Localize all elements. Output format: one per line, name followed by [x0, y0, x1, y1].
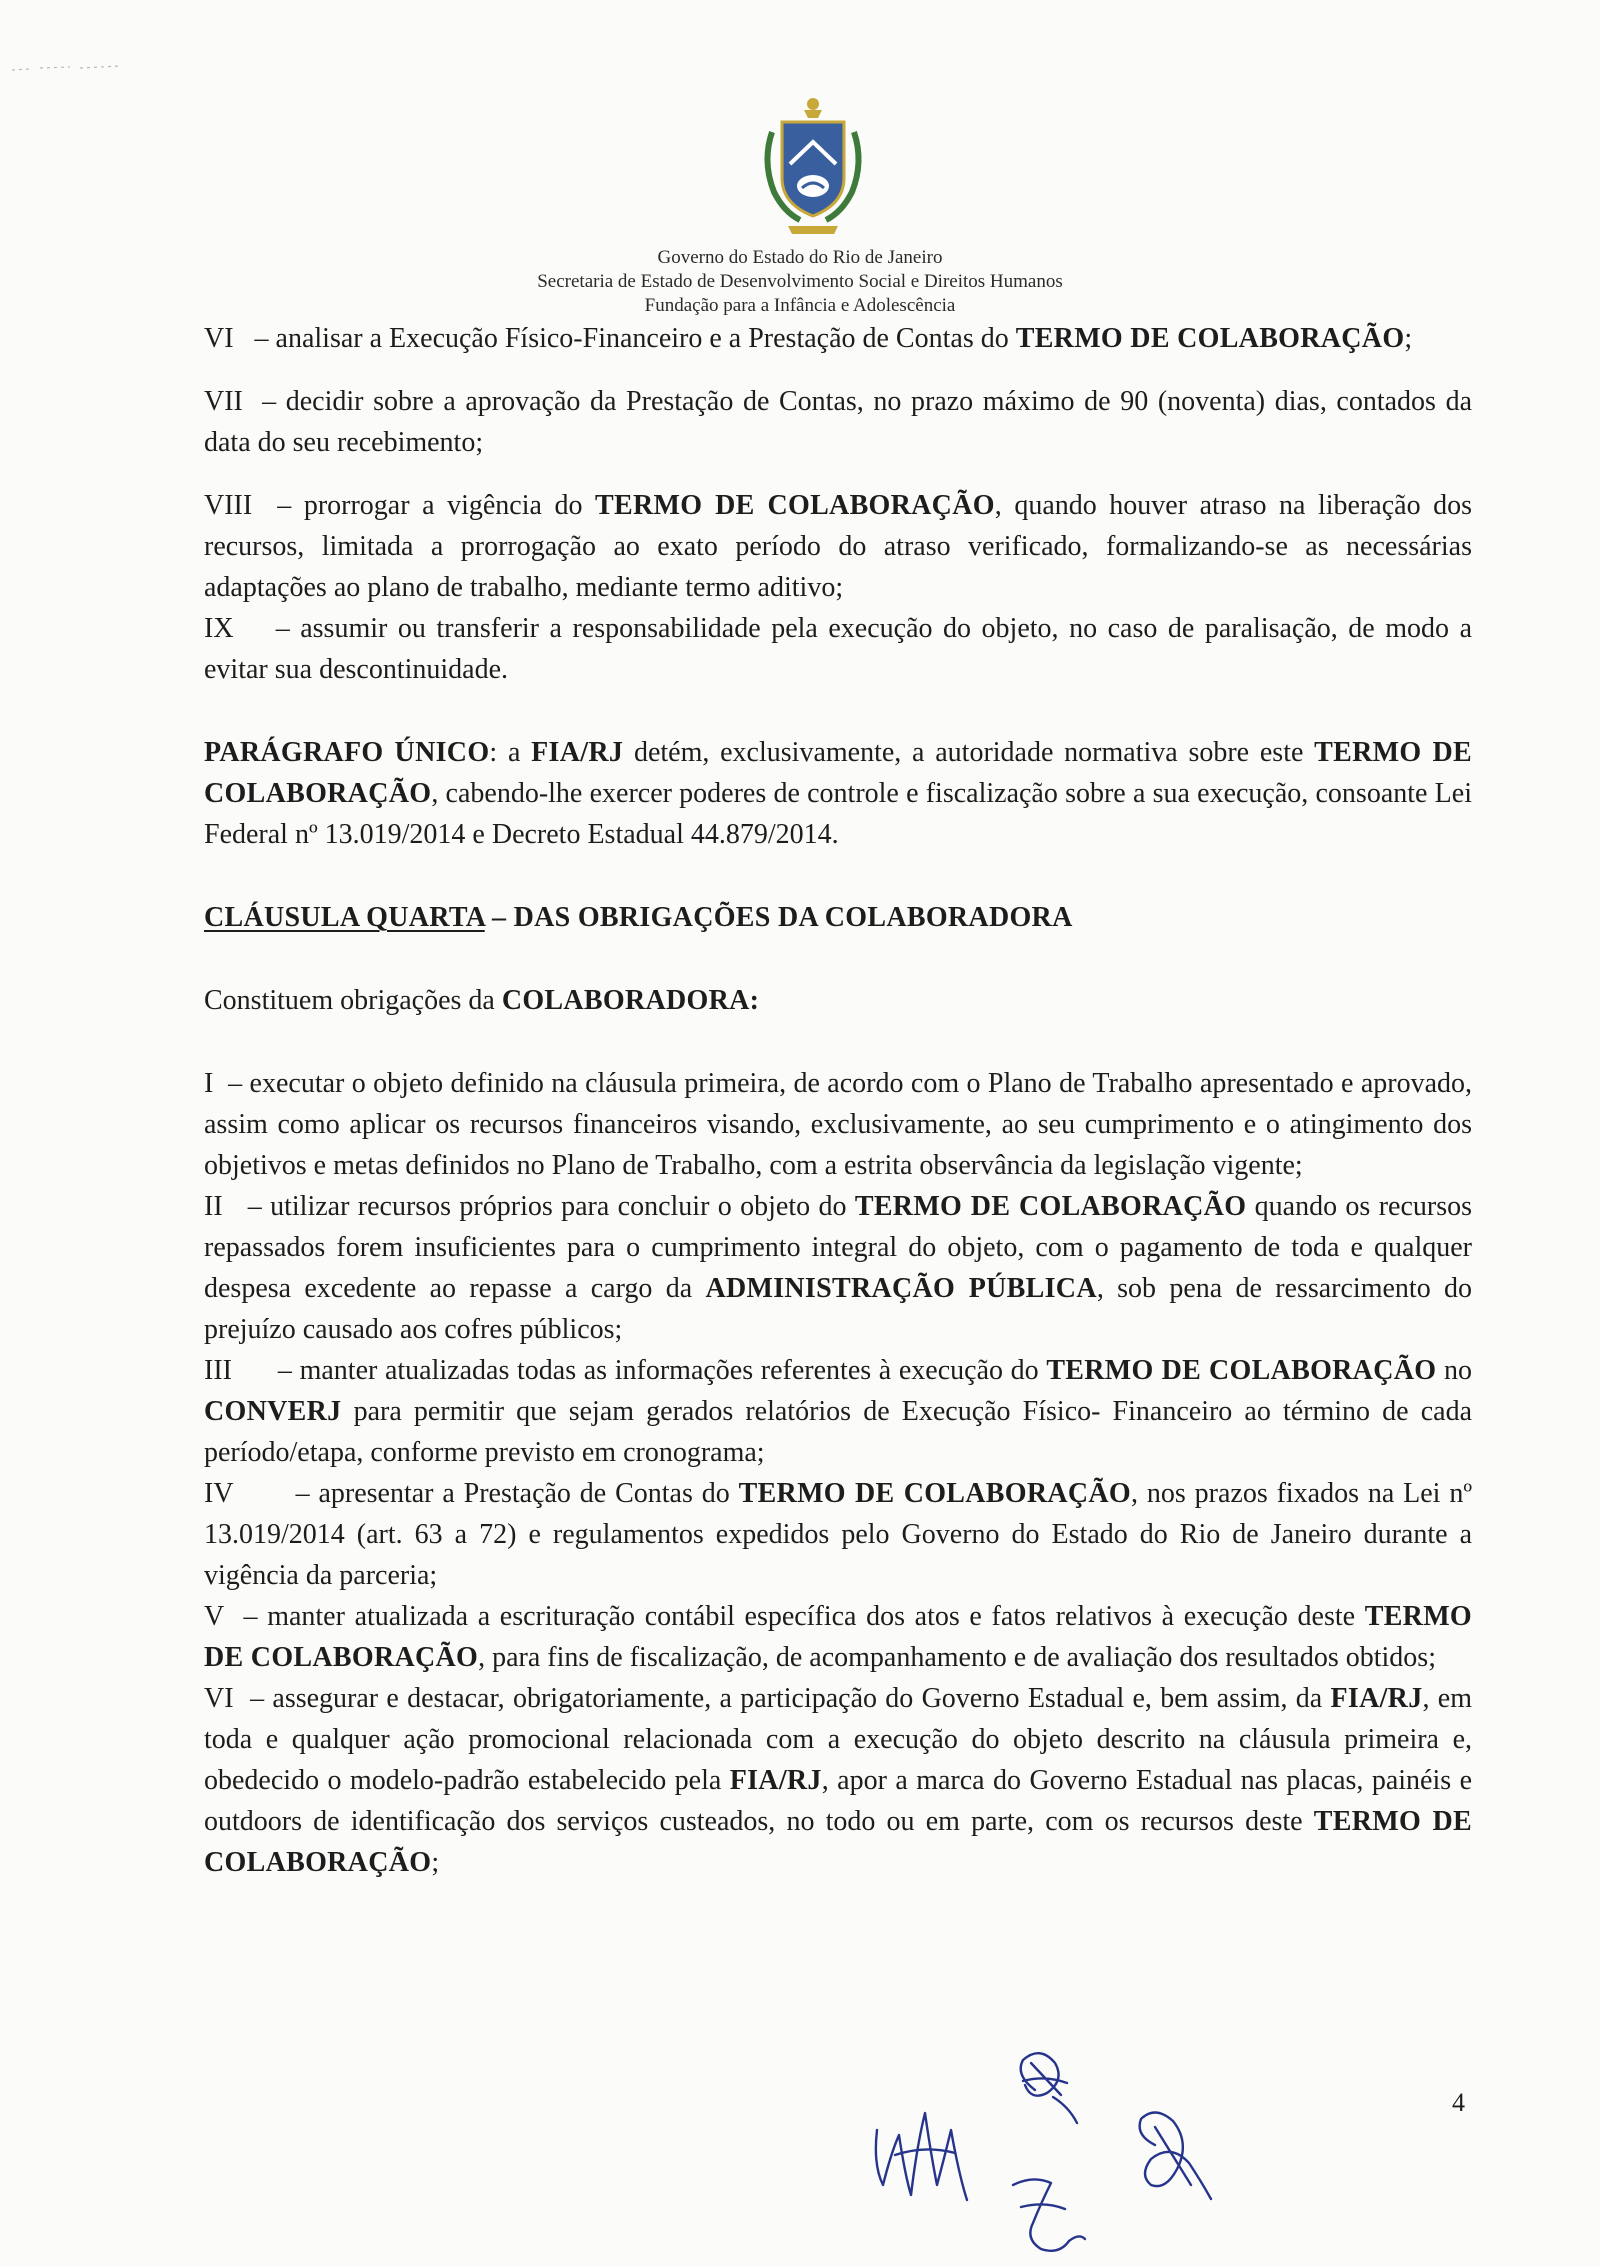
item-bold: TERMO DE COLABORAÇÃO — [204, 1806, 1472, 1878]
item-text: ; — [431, 1847, 440, 1878]
scan-artifact — [10, 58, 130, 78]
paragrafo-text: : a — [489, 737, 532, 768]
item-viii-fia — [204, 485, 1472, 608]
item-text: – executar o objeto definido na cláusula primeira, de acordo com o Plano de Trabalho apresentado e aprovado, assim como aplicar os recursos financeiros visando, exclusivamente, ao seu cumprimento e o atingimento dos objetivos e metas definidos no Plano de Trabalho, com a estrita observância da legislação vigente; — [204, 1068, 1473, 1181]
clausula-heading — [204, 897, 1472, 938]
item-number: VIII — [204, 490, 253, 521]
clausula-label: CLÁUSULA QUARTA — [204, 902, 485, 933]
item-text: – analisar a Execução Físico-Financeiro e a Prestação de Contas do — [254, 323, 1016, 354]
item-number: V — [204, 1601, 225, 1632]
item-ix-fia — [204, 608, 1472, 690]
item-bold: FIA/RJ — [729, 1765, 822, 1796]
obrigacao-vi — [204, 1678, 1472, 1883]
item-number: II — [204, 1191, 223, 1222]
item-number: VI — [204, 323, 234, 354]
item-text: no — [1436, 1355, 1472, 1386]
item-number: IX — [204, 613, 234, 644]
item-bold: TERMO DE COLABORAÇÃO — [1046, 1355, 1437, 1386]
item-vi-fia — [204, 318, 1472, 359]
header-secretariat: Secretaria de Estado de Desenvolvimento Social e Direitos Humanos — [537, 271, 1063, 292]
header-government: Governo do Estado do Rio de Janeiro — [657, 247, 943, 268]
paragrafo-bold: FIA/RJ — [531, 737, 624, 768]
item-bold: TERMO DE COLABORAÇÃO — [204, 1601, 1472, 1673]
item-text: , sob pena de ressarcimento do prejuízo causado aos cofres públicos; — [204, 1273, 1472, 1345]
document-body — [204, 318, 1472, 1883]
paragrafo-unico — [204, 732, 1472, 855]
item-bold: CONVERJ — [204, 1396, 342, 1427]
item-bold: FIA/RJ — [1330, 1683, 1423, 1714]
obrigacao-i — [204, 1063, 1472, 1186]
page-number: 4 — [1452, 2088, 1465, 2117]
item-text: – assumir ou transferir a responsabilidade pela execução do objeto, no caso de paralisação, de modo a evitar sua descontinuidade. — [204, 613, 1473, 685]
paragrafo-bold: TERMO DE COLABORAÇÃO — [204, 737, 1473, 809]
item-text: quando os recursos repassados forem insuficientes para o cumprimento integral do objeto, com o pagamento de toda e qualquer despesa excedente ao repasse a cargo da — [204, 1191, 1472, 1304]
item-bold: TERMO DE COLABORAÇÃO — [738, 1478, 1132, 1509]
obrigacao-iii — [204, 1350, 1472, 1473]
item-number: I — [204, 1068, 214, 1099]
header-foundation: Fundação para a Infância e Adolescência — [644, 295, 956, 316]
obrigacao-ii — [204, 1186, 1472, 1350]
paragrafo-label: PARÁGRAFO ÚNICO — [204, 737, 490, 768]
item-text: , nos prazos fixados na Lei nº 13.019/2014 (art. 63 a 72) e regulamentos expedidos pelo Governo do Estado do Rio de Janeiro durante a vigência da parceria; — [204, 1478, 1473, 1591]
item-text: – apresentar a Prestação de Contas do — [295, 1478, 739, 1509]
paragrafo-text: detém, exclusivamente, a autoridade normativa sobre este — [623, 737, 1315, 768]
item-text: , quando houver atraso na liberação dos recursos, limitada a prorrogação ao exato período do atraso verificado, formalizando-se as necessárias adaptações ao plano de trabalho, mediante termo aditivo; — [204, 490, 1473, 603]
item-bold: ADMINISTRAÇÃO PÚBLICA — [705, 1273, 1097, 1304]
handwritten-initials — [855, 2035, 1255, 2260]
item-text: ; — [1404, 323, 1413, 354]
item-number: VII — [204, 386, 243, 417]
paragrafo-text: , cabendo-lhe exercer poderes de controle e fiscalização sobre a sua execução, consoante Lei Federal nº 13.019/2014 e Decreto Estadual 44.879/2014. — [204, 778, 1472, 850]
item-number: VI — [204, 1683, 234, 1714]
item-bold: TERMO DE COLABORAÇÃO — [1015, 323, 1405, 354]
item-text: – decidir sobre a aprovação da Prestação de Contas, no prazo máximo de 90 (noventa) dias, contados da data do seu recebimento; — [204, 386, 1472, 458]
item-number: IV — [204, 1478, 234, 1509]
state-coat-of-arms-icon — [758, 92, 868, 242]
item-text: , em toda e qualquer ação promocional relacionada com a execução do objeto descrito na cláusula primeira e, obedecido o modelo-padrão estabelecido pela — [204, 1683, 1472, 1796]
item-text: para permitir que sejam gerados relatórios de Execução Físico- Financeiro ao término de cada período/etapa, conforme previsto em cronograma; — [204, 1396, 1472, 1468]
item-bold: TERMO DE COLABORAÇÃO — [595, 490, 995, 521]
item-text: – assegurar e destacar, obrigatoriamente, a participação do Governo Estadual e, bem assim, da — [250, 1683, 1331, 1714]
intro-text: Constituem obrigações da — [204, 985, 502, 1016]
item-text: – manter atualizadas todas as informações referentes à execução do — [277, 1355, 1047, 1386]
document-header — [300, 246, 1300, 318]
item-number: III — [204, 1355, 232, 1386]
item-text: – utilizar recursos próprios para concluir o objeto do — [247, 1191, 855, 1222]
obrigacao-iv — [204, 1473, 1472, 1596]
clausula-title: – DAS OBRIGAÇÕES DA COLABORADORA — [484, 902, 1073, 933]
item-bold: TERMO DE COLABORAÇÃO — [854, 1191, 1247, 1222]
item-vii-fia — [204, 381, 1472, 463]
item-text: – prorrogar a vigência do — [277, 490, 596, 521]
item-text: , para fins de fiscalização, de acompanhamento e de avaliação dos resultados obtidos; — [478, 1642, 1436, 1673]
obrigacao-v — [204, 1596, 1472, 1678]
intro-bold: COLABORADORA: — [501, 985, 760, 1016]
item-text: – manter atualizada a escrituração contábil específica dos atos e fatos relativos à execução deste — [243, 1601, 1365, 1632]
obrigacoes-intro — [204, 980, 1472, 1021]
item-text: , apor a marca do Governo Estadual nas placas, painéis e outdoors de identificação dos serviços custeados, no todo ou em parte, com os recursos deste — [204, 1765, 1472, 1837]
